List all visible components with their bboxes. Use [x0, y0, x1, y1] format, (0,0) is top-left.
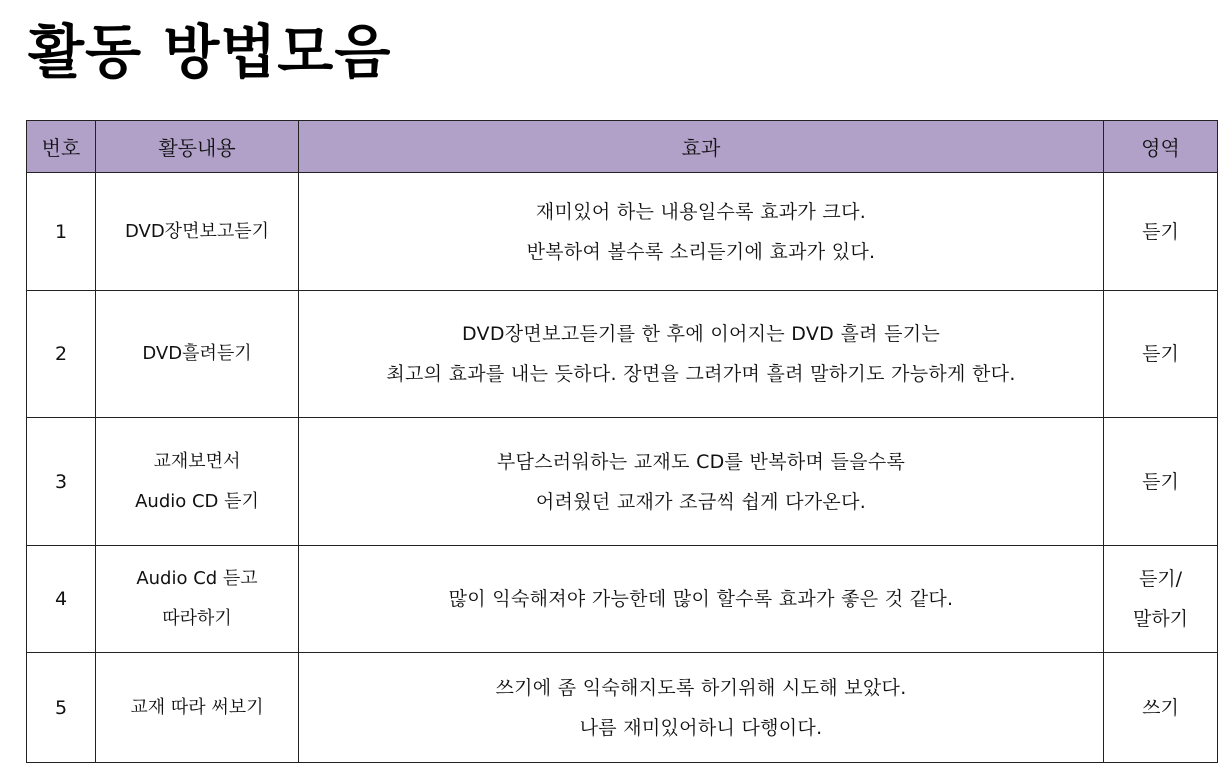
area-line: 듣기 — [1142, 343, 1179, 365]
header-effect: 효과 — [299, 121, 1104, 173]
row-area — [1104, 173, 1218, 291]
row-area — [1104, 653, 1218, 763]
row-activity — [96, 653, 299, 763]
activity-line: 교재 따라 써보기 — [130, 696, 264, 718]
effect-line: 쓰기에 좀 익숙해지도록 하기위해 시도해 보았다. — [495, 676, 907, 699]
activity-line: Audio Cd 듣고 — [136, 568, 258, 589]
activity-line: 따라하기 — [162, 608, 232, 629]
activity-line: Audio CD 듣기 — [135, 490, 259, 512]
header-area: 영역 — [1104, 121, 1218, 173]
row-area — [1104, 418, 1218, 546]
row-effect — [299, 546, 1104, 653]
effect-line: 반복하여 볼수록 소리듣기에 효과가 있다. — [526, 240, 876, 263]
row-effect — [299, 653, 1104, 763]
table-row — [27, 546, 1218, 653]
area-line: 듣기/ — [1138, 568, 1183, 590]
area-line: 듣기 — [1142, 470, 1179, 493]
effect-line: 많이 익숙해져야 가능한데 많이 할수록 효과가 좋은 것 같다. — [448, 588, 954, 610]
row-activity — [96, 173, 299, 291]
row-effect — [299, 291, 1104, 418]
effect-line: 최고의 효과를 내는 듯하다. 장면을 그려가며 흘려 말하기도 가능하게 한다. — [386, 363, 1016, 385]
activity-line: 교재보면서 — [153, 450, 241, 472]
effect-line: 나름 재미있어하니 다행이다. — [579, 716, 823, 739]
row-number: 3 — [27, 418, 96, 546]
row-number: 5 — [27, 653, 96, 763]
header-number: 번호 — [27, 121, 96, 173]
row-number: 2 — [27, 291, 96, 418]
area-line: 듣기 — [1142, 220, 1179, 243]
row-area — [1104, 291, 1218, 418]
effect-line: 어려웠던 교재가 조금씩 쉽게 다가온다. — [535, 490, 867, 513]
row-number: 1 — [27, 173, 96, 291]
row-effect — [299, 418, 1104, 546]
table-row — [27, 418, 1218, 546]
table-header-row — [27, 121, 1218, 173]
effect-line: DVD장면보고듣기를 한 후에 이어지는 DVD 흘려 듣기는 — [461, 323, 941, 345]
table-row — [27, 173, 1218, 291]
header-activity: 활동내용 — [96, 121, 299, 173]
activity-line: DVD장면보고듣기 — [124, 220, 270, 242]
table-row — [27, 291, 1218, 418]
page-title: 활동 방법모음 — [28, 18, 392, 86]
effect-line: 재미있어 하는 내용일수록 효과가 크다. — [535, 200, 867, 223]
row-activity — [96, 418, 299, 546]
row-effect — [299, 173, 1104, 291]
effect-line: 부담스러워하는 교재도 CD를 반복하며 들을수록 — [496, 450, 906, 473]
row-number: 4 — [27, 546, 96, 653]
area-line: 말하기 — [1132, 608, 1189, 630]
row-activity — [96, 291, 299, 418]
row-area — [1104, 546, 1218, 653]
activity-table — [26, 120, 1218, 763]
activity-line: DVD흘려듣기 — [142, 343, 252, 364]
row-activity — [96, 546, 299, 653]
area-line: 쓰기 — [1142, 696, 1179, 719]
table-row — [27, 653, 1218, 763]
